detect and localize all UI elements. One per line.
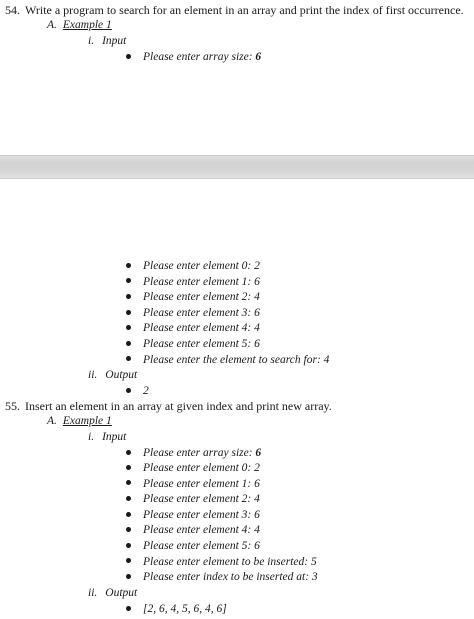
input-line: Please enter the element to search for: 4 bbox=[143, 353, 330, 366]
bullet-icon bbox=[126, 465, 131, 470]
example-heading bbox=[47, 414, 112, 428]
input-label: Input bbox=[102, 431, 127, 443]
question-text: Write a program to search for an element in an array and print the index of first occurrence. bbox=[25, 3, 464, 17]
list-item bbox=[126, 570, 318, 584]
example-letter: A. bbox=[47, 19, 57, 31]
list-item bbox=[126, 477, 260, 491]
bullet-icon bbox=[126, 325, 131, 330]
output-heading bbox=[88, 586, 137, 600]
input-line: Please enter element 0: 2 bbox=[143, 260, 260, 272]
list-item bbox=[126, 290, 260, 304]
bullet-icon bbox=[126, 512, 131, 517]
output-value: [2, 6, 4, 5, 6, 4, 6] bbox=[143, 603, 227, 615]
question-text: Insert an element in an array at given index and print new array. bbox=[25, 399, 332, 413]
page-break bbox=[0, 155, 474, 179]
list-item bbox=[126, 306, 260, 320]
bullet-icon bbox=[126, 294, 131, 299]
question-number: 55. bbox=[5, 399, 20, 413]
question-54-heading bbox=[5, 3, 464, 17]
example-label: Example 1 bbox=[62, 19, 112, 31]
input-line: Please enter element 5: 6 bbox=[143, 540, 260, 552]
list-item bbox=[126, 353, 329, 367]
input-value: 6 bbox=[255, 447, 262, 459]
input-prompt: Please enter array size: bbox=[143, 447, 256, 459]
bullet-icon bbox=[126, 54, 131, 59]
input-line: Please enter element 2: 4 bbox=[143, 493, 260, 506]
roman-numeral: ii. bbox=[88, 369, 98, 381]
bullet-icon bbox=[126, 527, 131, 532]
list-item bbox=[126, 275, 260, 289]
roman-numeral: ii. bbox=[88, 587, 98, 599]
question-number: 54. bbox=[5, 3, 20, 17]
roman-numeral: i. bbox=[88, 35, 95, 47]
input-line: Please enter element 3: 6 bbox=[143, 508, 260, 521]
bullet-icon bbox=[126, 263, 131, 268]
bullet-icon bbox=[126, 450, 131, 455]
list-item bbox=[126, 602, 227, 616]
input-line: Please enter element to be inserted: 5 bbox=[143, 555, 317, 568]
bullet-icon bbox=[126, 480, 131, 485]
list-item bbox=[126, 555, 317, 569]
input-prompt: Please enter array size: bbox=[143, 51, 256, 63]
list-item bbox=[126, 50, 261, 64]
input-line: Please enter element 0: 2 bbox=[143, 462, 260, 474]
list-item bbox=[126, 539, 260, 553]
input-heading bbox=[88, 34, 126, 48]
list-item bbox=[126, 492, 260, 506]
list-item bbox=[126, 508, 260, 522]
example-heading bbox=[47, 18, 112, 32]
list-item bbox=[126, 259, 260, 273]
list-item bbox=[126, 461, 260, 475]
input-line: Please enter element 1: 6 bbox=[143, 477, 260, 490]
input-line bbox=[143, 447, 261, 459]
example-letter: A. bbox=[47, 415, 57, 427]
input-line: Please enter element 4: 4 bbox=[143, 524, 260, 537]
bullet-icon bbox=[126, 574, 131, 579]
bullet-icon bbox=[126, 310, 131, 315]
output-value: 2 bbox=[143, 385, 149, 397]
input-line: Please enter element 4: 4 bbox=[143, 322, 260, 335]
bullet-icon bbox=[126, 543, 131, 548]
question-55-heading bbox=[5, 399, 332, 413]
output-label: Output bbox=[105, 587, 138, 599]
list-item bbox=[126, 337, 260, 351]
example-label: Example 1 bbox=[62, 415, 112, 427]
bullet-icon bbox=[126, 606, 131, 611]
input-line: Please enter element 2: 4 bbox=[143, 291, 260, 304]
output-heading bbox=[88, 368, 137, 382]
input-line: Please enter element 3: 6 bbox=[143, 306, 260, 319]
list-item bbox=[126, 321, 260, 335]
input-value: 6 bbox=[255, 51, 262, 63]
list-item bbox=[126, 446, 261, 460]
bullet-icon bbox=[126, 558, 131, 563]
list-item bbox=[126, 384, 149, 398]
roman-numeral: i. bbox=[88, 431, 95, 443]
bullet-icon bbox=[126, 341, 131, 346]
input-line: Please enter element 1: 6 bbox=[143, 275, 260, 288]
bullet-icon bbox=[126, 356, 131, 361]
bullet-icon bbox=[126, 388, 131, 393]
bullet-icon bbox=[126, 496, 131, 501]
input-line: Please enter element 5: 6 bbox=[143, 338, 260, 350]
bullet-icon bbox=[126, 278, 131, 283]
input-label: Input bbox=[102, 35, 127, 47]
list-item bbox=[126, 523, 260, 537]
input-line: Please enter index to be inserted at: 3 bbox=[143, 571, 318, 584]
input-line bbox=[143, 51, 261, 63]
input-heading bbox=[88, 430, 126, 444]
output-label: Output bbox=[105, 369, 138, 381]
